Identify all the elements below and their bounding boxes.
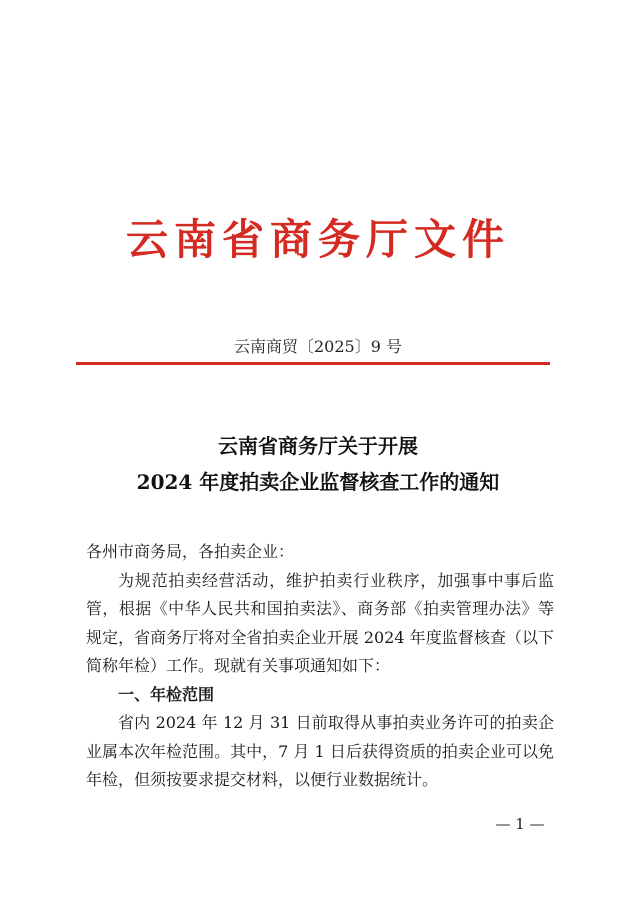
- intro-paragraph: 为规范拍卖经营活动，维护拍卖行业秩序，加强事中事后监管，根据《中华人民共和国拍卖法》、商务部《拍卖管理办法》等规定，省商务厅将对全省拍卖企业开展 2024 年度监督核查（以下简称年检）工作。现就有关事项通知如下：: [86, 570, 554, 675]
- section-1-paragraph: 省内 2024 年 12 月 31 日前取得从事拍卖业务许可的拍卖企业属本次年检范围。其中，7 月 1 日后获得资质的拍卖企业可以免年检，但须按要求提交材料，以便行业数据统计。: [86, 713, 554, 789]
- document-number: 云南商贸〔2025〕9 号: [234, 337, 402, 356]
- header-red-rule: [76, 362, 550, 365]
- document-header-title: 云南省商务厅文件: [125, 215, 510, 264]
- notice-title: [0, 428, 636, 500]
- document-body: [86, 538, 554, 795]
- section-1-heading: 一、年检范围: [118, 684, 215, 704]
- page-number: — 1 —: [495, 815, 545, 833]
- notice-title-line-1: 云南省商务厅关于开展: [218, 434, 418, 458]
- salutation: 各州市商务局，各拍卖企业：: [86, 542, 295, 561]
- notice-title-line-2: 2024 年度拍卖企业监督核查工作的通知: [136, 470, 500, 494]
